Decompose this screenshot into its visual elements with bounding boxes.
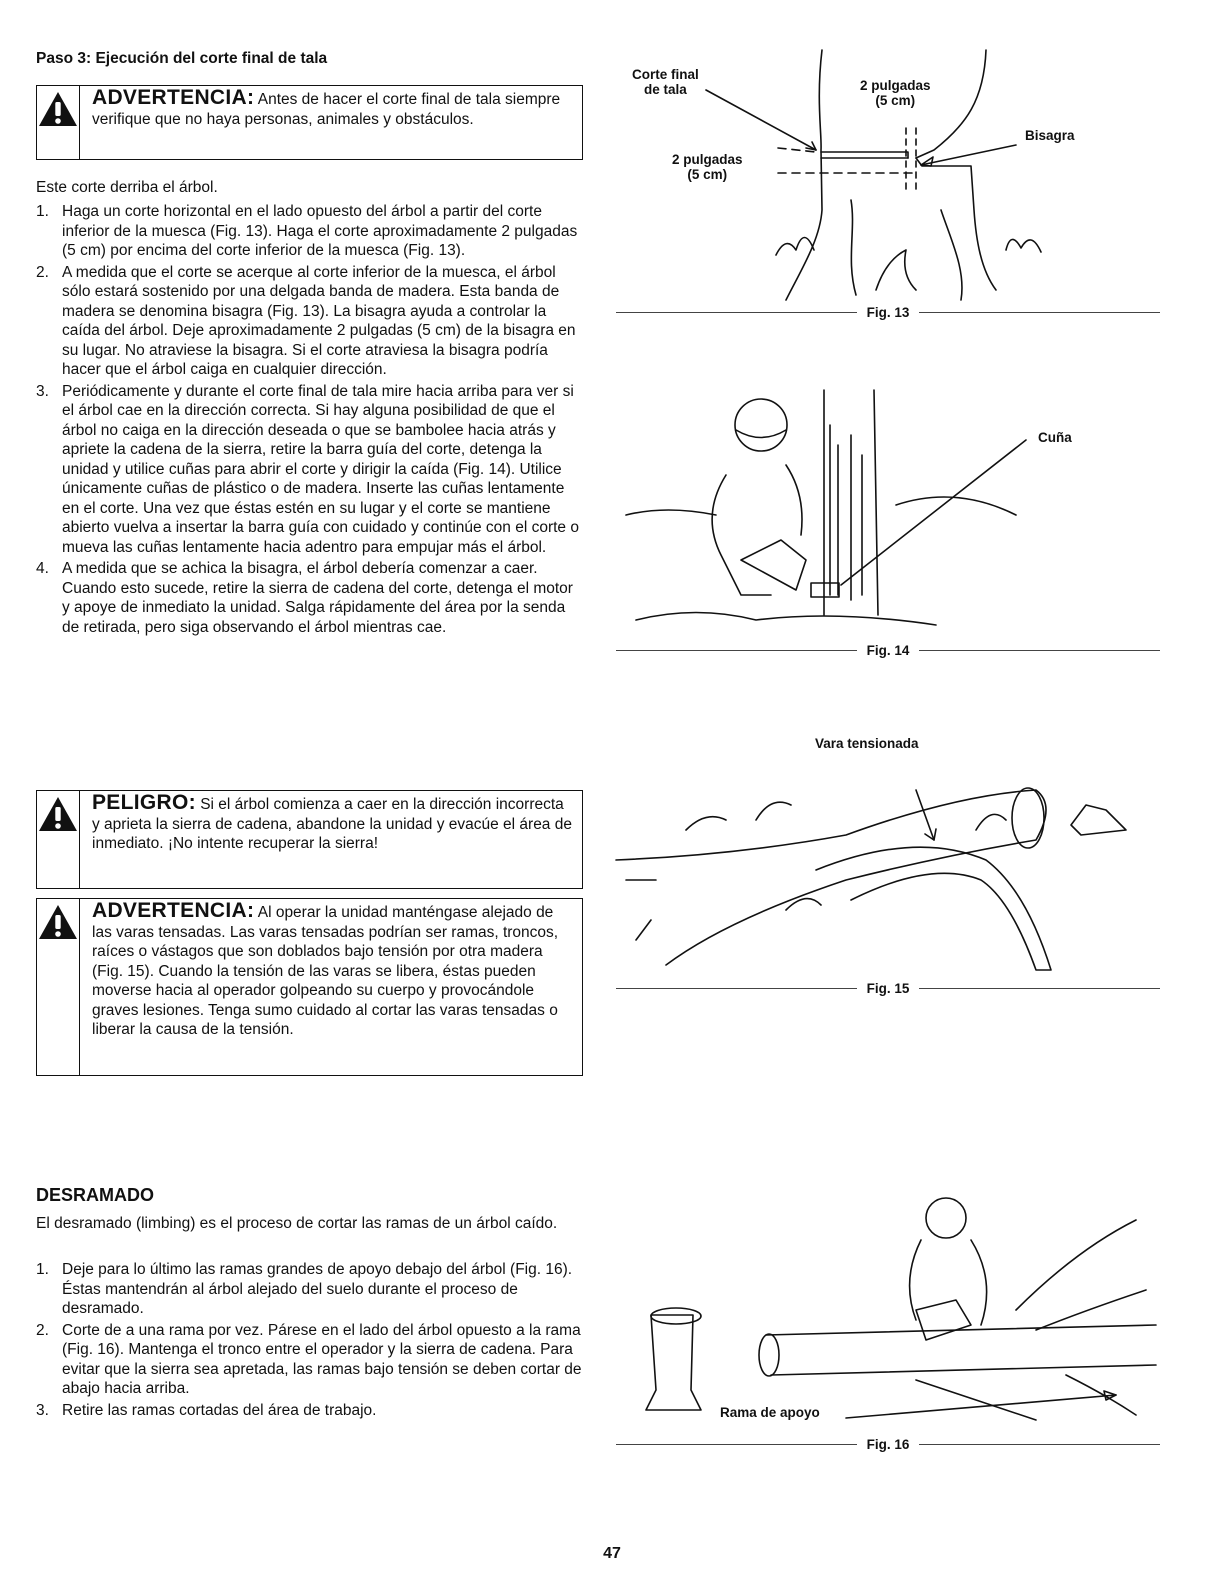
page-number: 47 — [603, 1545, 621, 1562]
section-title-step3: Paso 3: Ejecución del corte final de tala — [36, 50, 328, 67]
fig14-label-wedge: Cuña — [1038, 430, 1072, 445]
warning-box-1 — [36, 85, 583, 160]
danger-box — [36, 790, 583, 889]
step3-intro: Este corte derriba el árbol. — [36, 179, 218, 196]
warning-triangle-icon — [37, 795, 79, 833]
list-item: 2. Corte de a una rama por vez. Párese en el lado del árbol opuesto a la rama (Fig. 16). Mantenga el tronco entre el operador y la sierra de cadena. Para evitar que la sierra sea apretada, las ramas bajo tensión se deben cortar de abajo hacia arriba. — [36, 1321, 582, 1397]
fig13-caption-row — [616, 302, 1160, 322]
warning-keyword: ADVERTENCIA: — [92, 899, 255, 922]
danger-text — [80, 791, 582, 888]
warning-keyword: ADVERTENCIA: — [92, 86, 255, 109]
warning-triangle-icon — [37, 903, 79, 941]
list-item: 1. Haga un corte horizontal en el lado opuesto del árbol a partir del corte inferior de la muesca (Fig. 13). Haga el corte aproximadamente 2 pulgadas (5 cm) por encima del corte inferior de la muesca (Fig. 13). — [36, 203, 578, 259]
section-title-limbing: DESRAMADO — [36, 1185, 155, 1205]
fig16-caption: Fig. 16 — [866, 1436, 910, 1452]
figure-16-illustration — [616, 1190, 1160, 1440]
list-item: 1. Deje para lo último las ramas grandes de apoyo debajo del árbol (Fig. 16). Éstas mantendrán al árbol alejado del suelo durante el proceso de desramado. — [36, 1261, 573, 1317]
danger-icon-cell — [37, 791, 80, 888]
limbing-list — [36, 1260, 582, 1422]
fig15-caption-row — [616, 978, 1160, 998]
list-item: 4. A medida que se achica la bisagra, el árbol debería comenzar a caer. Cuando esto sucede, retire la sierra de cadena del corte, detenga el motor y apoye de inmediato la unidad. Salga rápidamente del área por la senda de retirada, pero siga observando el árbol mientras cae. — [36, 560, 573, 636]
warning-text — [80, 86, 582, 159]
warning-icon-cell — [37, 899, 80, 1075]
fig13-label-top-2in: 2 pulgadas (5 cm) — [860, 78, 931, 108]
figure-14-illustration — [616, 385, 1160, 640]
fig13-label-left-2in: 2 pulgadas (5 cm) — [672, 152, 743, 182]
fig14-caption: Fig. 14 — [866, 642, 910, 658]
fig13-caption: Fig. 13 — [866, 304, 910, 320]
warning-icon-cell — [37, 86, 80, 159]
fig15-label-spring-pole: Vara tensionada — [815, 736, 919, 751]
fig15-caption: Fig. 15 — [866, 980, 910, 996]
warning-text — [80, 899, 582, 1075]
warning-box-2 — [36, 898, 583, 1076]
list-item: 2. A medida que el corte se acerque al corte inferior de la muesca, el árbol sólo estará sostenido por una delgada banda de madera. Esta banda de madera se denomina bisagra (Fig. 13). La bisagra ayuda a controlar la caída del árbol. Deje aproximadamente 2 pulgadas (5 cm) de la bisagra en su lugar. No atraviese la bisagra. Si el corte atraviesa la bisagra podría hacer que el árbol caiga en cualquier dirección. — [36, 263, 576, 378]
fig14-caption-row — [616, 640, 1160, 660]
warning-body: Al operar la unidad manténgase alejado de las varas tensadas. Las varas tensadas podrían ser ramas, troncos, raíces o vástagos que son doblados bajo tensión por otra madera (Fig. 15). Cuando la tensión de las varas se libera, éstas pueden moverse hacia al operador golpeando su cuerpo y provocándole graves lesiones. Tenga sumo cuidado al cortar las varas tensadas o liberar la causa de la tensión. — [92, 904, 559, 1038]
danger-body: Si el árbol comienza a caer en la dirección incorrecta y aprieta la sierra de cadena, abandone la unidad y evacúe el área de inmediato. ¡No intente recuperar la sierra! — [92, 796, 572, 852]
danger-keyword: PELIGRO: — [92, 791, 196, 814]
fig16-label-support-branch: Rama de apoyo — [720, 1405, 820, 1420]
warning-triangle-icon — [37, 90, 79, 128]
list-item: 3. Retire las ramas cortadas del área de trabajo. — [36, 1401, 377, 1419]
limbing-intro: El desramado (limbing) es el proceso de cortar las ramas de un árbol caído. — [36, 1215, 558, 1232]
figure-15-illustration — [616, 760, 1160, 980]
warning-body: Antes de hacer el corte final de tala siempre verifique que no haya personas, animales y obstáculos. — [92, 91, 561, 128]
list-item: 3. Periódicamente y durante el corte final de tala mire hacia arriba para ver si el árbol cae en la dirección correcta. Si hay alguna posibilidad de que el árbol no caiga en la dirección deseada o que se bambolee hacia atrás y apriete la cadena de la sierra, retire la barra guía del corte, detenga la unidad y utilice cuñas para abrir el corte y dirigir la caída (Fig. 14). Utilice únicamente cuñas de plástico o de madera. Inserte las cuñas lentamente en el corte. Una vez que éstas estén en su lugar y el corte se mantiene abierto vuelva a insertar la barra guía con cuidado y continúe con el corte o mueva las cuñas lentamente hacia adentro para empujar más el árbol. — [36, 382, 579, 556]
step3-list — [36, 202, 582, 639]
fig16-caption-row — [616, 1434, 1160, 1454]
fig13-label-hinge: Bisagra — [1025, 128, 1075, 143]
fig13-label-final-cut: Corte final de tala — [632, 67, 699, 97]
